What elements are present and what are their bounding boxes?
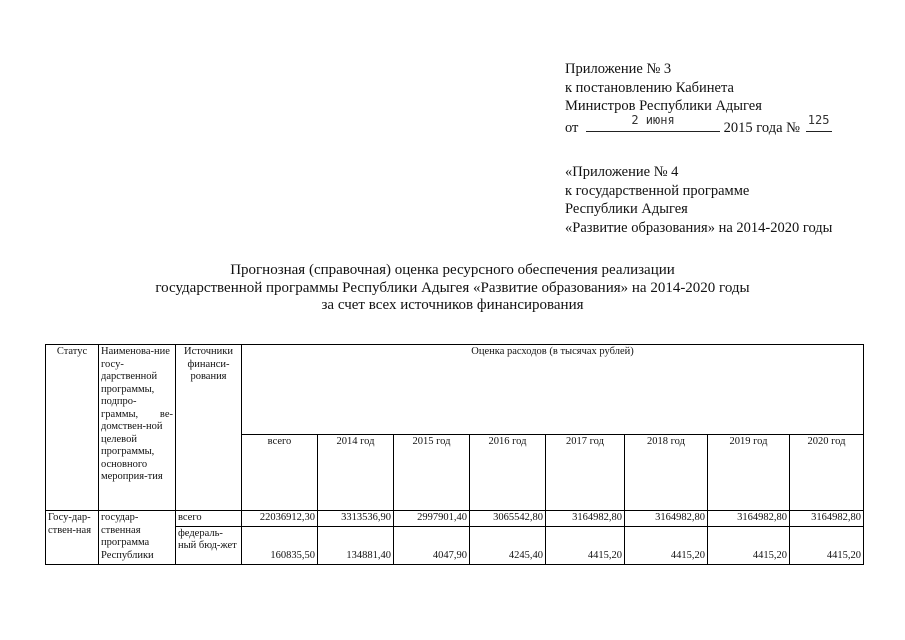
cell-total-2020: 3164982,80 [790,511,864,527]
year-label: 2015 года № [723,119,800,136]
from-label: от [565,119,579,136]
appendix-line-2: к постановлению Кабинета [565,79,734,96]
handwritten-date: 2 июня [631,113,675,127]
document-title [0,262,905,315]
cell-total-2019: 3164982,80 [708,511,790,527]
header-status: Статус [46,345,99,511]
appendix2-line-4: «Развитие образования» на 2014-2020 годы [565,219,833,236]
appendix2-line-3: Республики Адыгея [565,201,688,217]
cell-total-2015: 2997901,40 [394,511,470,527]
header-row-1 [46,345,864,435]
header-year-2016: 2016 год [470,435,546,511]
header-year-2015: 2015 год [394,435,470,511]
title-line-2: государственной программы Республики Адыгея «Развитие образования» на 2014-2020 годы [155,279,750,296]
row-name: государ-ственная программа Республики [99,511,176,565]
title-line-3: за счет всех источников финансирования [321,297,584,313]
header-year-2018: 2018 год [625,435,708,511]
row-status: Госу-дар-ствен-ная [46,511,99,565]
cell-federal-2016: 4245,40 [470,526,546,564]
number-field [806,113,832,132]
appendix-date-line [565,113,832,138]
cell-federal-all: 160835,50 [242,526,318,564]
row-source-total: всего [176,511,242,527]
cell-federal-2020: 4415,20 [790,526,864,564]
cell-total-all: 22036912,30 [242,511,318,527]
header-year-2019: 2019 год [708,435,790,511]
header-year-total: всего [242,435,318,511]
appendix-line-3: Министров Республики Адыгея [565,98,762,114]
table-row-total [46,511,864,527]
cell-total-2014: 3313536,90 [318,511,394,527]
header-estimate: Оценка расходов (в тысячах рублей) [242,345,864,435]
date-field [586,113,720,132]
appendix-block [565,60,832,137]
appendix2-title: «Приложение № 4 [565,164,679,180]
cell-federal-2018: 4415,20 [625,526,708,564]
cell-total-2017: 3164982,80 [546,511,625,527]
header-source: Источники финанси-рования [176,345,242,511]
cell-federal-2019: 4415,20 [708,526,790,564]
appendix2-line-2: к государственной программе [565,182,750,199]
cell-total-2018: 3164982,80 [625,511,708,527]
cell-total-2016: 3065542,80 [470,511,546,527]
title-line-1: Прогнозная (справочная) оценка ресурсного обеспечения реализации [230,262,675,278]
handwritten-number: 125 [807,113,830,127]
cell-federal-2017: 4415,20 [546,526,625,564]
header-year-2014: 2014 год [318,435,394,511]
appendix2-block [565,163,832,237]
resource-table [45,344,864,565]
header-year-2017: 2017 год [546,435,625,511]
appendix-title: Приложение № 3 [565,61,672,77]
cell-federal-2015: 4047,90 [394,526,470,564]
header-name: Наименова-ние госу-дарственной программы, подпро-граммы, ве-домствен-ной целевой программы, основного мероприя-тия [99,345,176,511]
header-year-2020: 2020 год [790,435,864,511]
cell-federal-2014: 134881,40 [318,526,394,564]
row-source-federal: федераль-ный бюд-жет [176,526,242,564]
